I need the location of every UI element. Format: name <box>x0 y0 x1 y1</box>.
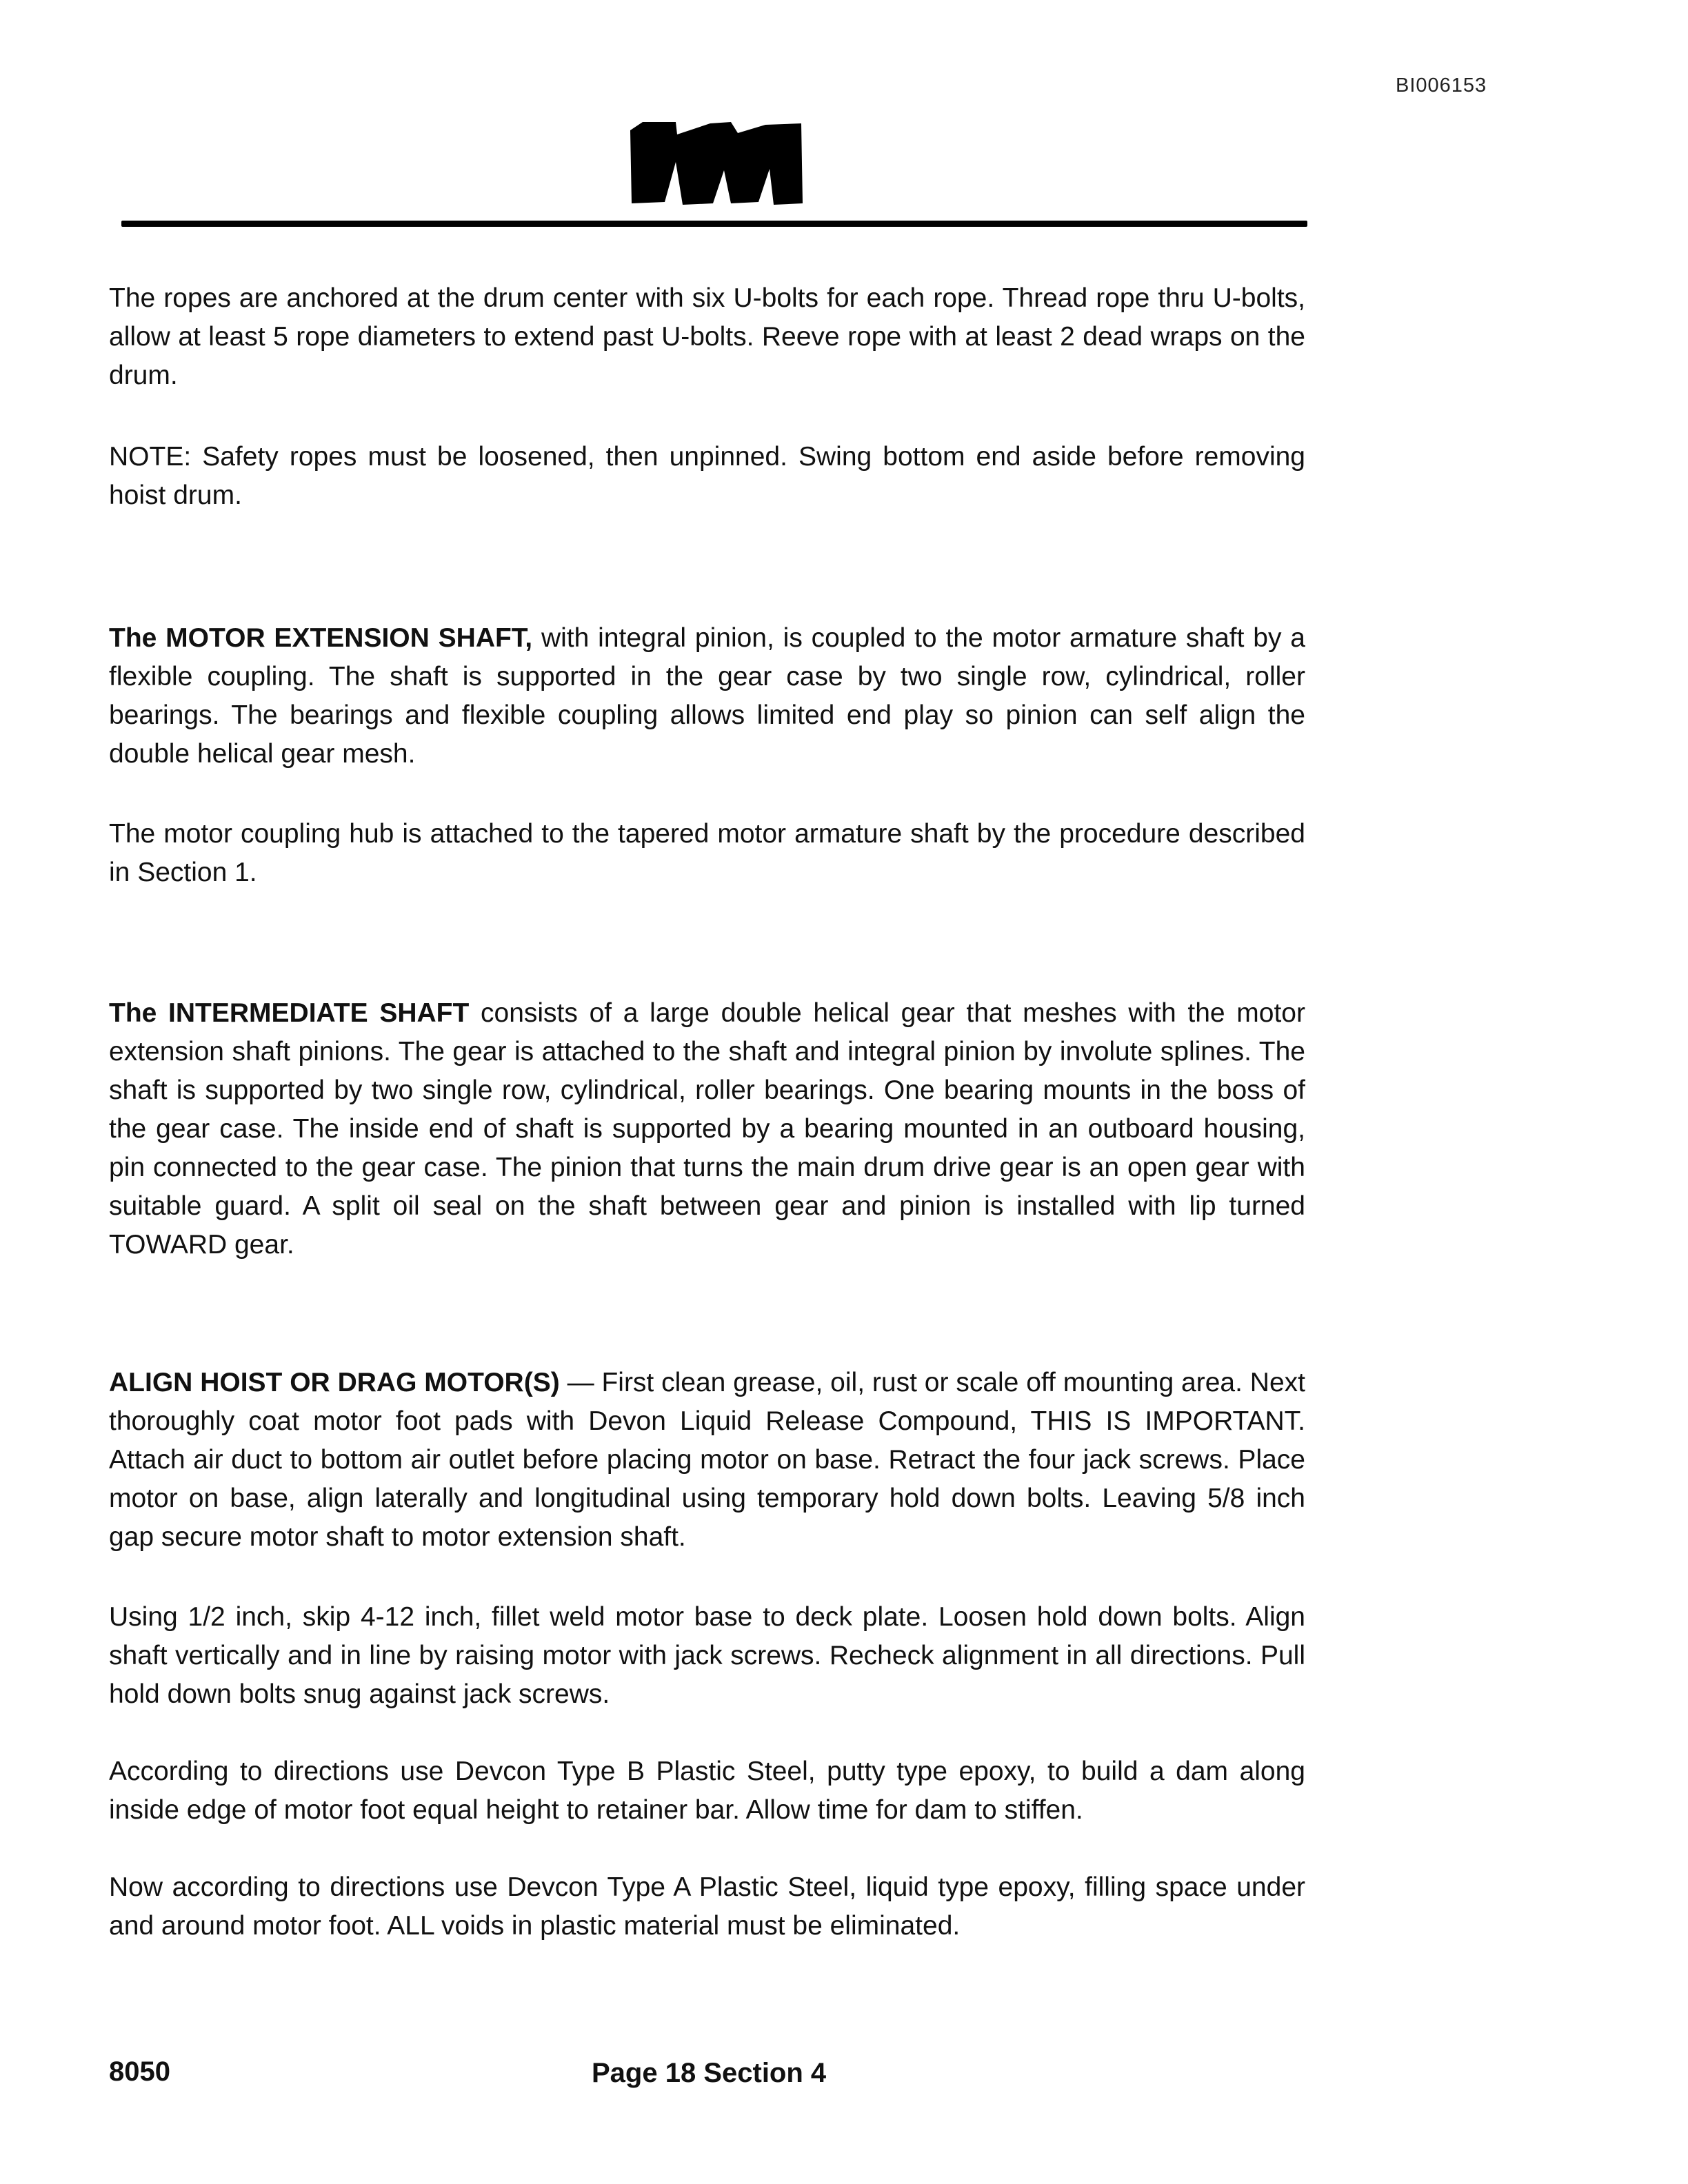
footer-page-label: Page 18 Section 4 <box>592 2058 827 2088</box>
footer-model-number: 8050 <box>109 2056 170 2087</box>
heading-intermediate-shaft: The INTERMEDIATE SHAFT <box>109 998 470 1028</box>
company-logo-icon <box>627 121 805 206</box>
heading-motor-extension-shaft: The MOTOR EXTENSION SHAFT, <box>109 623 533 653</box>
header-divider <box>121 221 1307 227</box>
paragraph-rope-anchoring: The ropes are anchored at the drum center with six U-bolts for each rope. Thread rope thru U-bolts, allow at least 5 rope diameters to extend past U-bolts. Reeve rope with at least 2 dead wraps on the drum. <box>109 283 1305 390</box>
paragraph-safety-note: NOTE: Safety ropes must be loosened, then unpinned. Swing bottom end aside before removing hoist drum. <box>109 442 1305 510</box>
paragraph-coupling-hub: The motor coupling hub is attached to the tapered motor armature shaft by the procedure described in Section 1. <box>109 819 1305 887</box>
heading-align-motor: ALIGN HOIST OR DRAG MOTOR(S) <box>109 1368 560 1397</box>
document-id: BI006153 <box>1396 74 1487 97</box>
paragraph-devcon-type-a: Now according to directions use Devcon Type A Plastic Steel, liquid type epoxy, filling space under and around motor foot. ALL voids in plastic material must be eliminated. <box>109 1872 1305 1941</box>
paragraph-intermediate-shaft <box>109 994 1305 1264</box>
paragraph-motor-extension-shaft <box>109 619 1305 774</box>
body-intermediate-shaft: consists of a large double helical gear that meshes with the motor extension shaft pinions. The gear is attached to the shaft and integral pinion by involute splines. The shaft is supported by two single row, cylindrical, roller bearings. One bearing mounts in the boss of the gear case. The inside end of shaft is supported by a bearing mounted in an outboard housing, pin connected to the gear case. The pinion that turns the main drum drive gear is an open gear with suitable guard. A split oil seal on the shaft between gear and pinion is installed with lip turned TOWARD gear. <box>109 998 1305 1260</box>
paragraph-devcon-type-b: According to directions use Devcon Type B Plastic Steel, putty type epoxy, to build a dam along inside edge of motor foot equal height to retainer bar. Allow time for dam to stiffen. <box>109 1757 1305 1825</box>
body-motor-extension-shaft: with integral pinion, is coupled to the motor armature shaft by a flexible coupling. The shaft is supported in the gear case by two single row, cylindrical, roller bearings. The bearings and flexible coupling allows limited end play so pinion can self align the double helical gear mesh. <box>109 623 1305 769</box>
paragraph-fillet-weld: Using 1/2 inch, skip 4-12 inch, fillet weld motor base to deck plate. Loosen hold down bolts. Align shaft vertically and in line by raising motor with jack screws. Recheck alignment in all directions. Pull hold down bolts snug against jack screws. <box>109 1602 1305 1709</box>
body-align-motor: — First clean grease, oil, rust or scale off mounting area. Next thoroughly coat motor foot pads with Devon Liquid Release Compound, THIS IS IMPORTANT. Attach air duct to bottom air outlet before placing motor on base. Retract the four jack screws. Place motor on base, align laterally and longitudinal using temporary hold down bolts. Leaving 5/8 inch gap secure motor shaft to motor extension shaft. <box>109 1368 1305 1552</box>
paragraph-align-motor <box>109 1364 1305 1557</box>
